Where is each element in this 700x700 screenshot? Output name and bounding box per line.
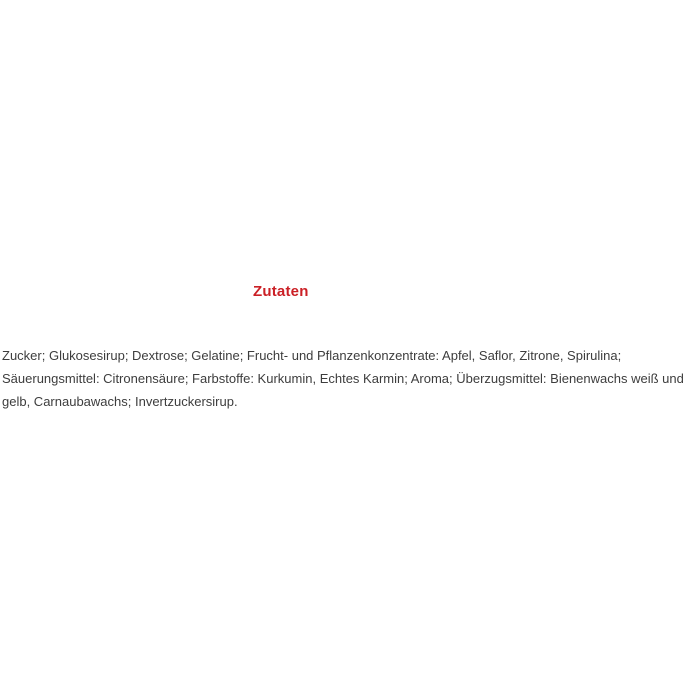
ingredients-text: Zucker; Glukosesirup; Dextrose; Gelatine; Frucht- und Pflanzenkonzentrate: Apfel, Saflor, Zitrone, Spirulina; Säuerungsmittel: Citronensäure; Farbstoffe: Kurkumin, Echtes Karmin; Aroma; Überzugsmittel: Bienenwachs weiß und gelb, Carnaubawachs; Invertzuckersirup. [2,348,684,409]
ingredients-heading: Zutaten [253,283,309,300]
